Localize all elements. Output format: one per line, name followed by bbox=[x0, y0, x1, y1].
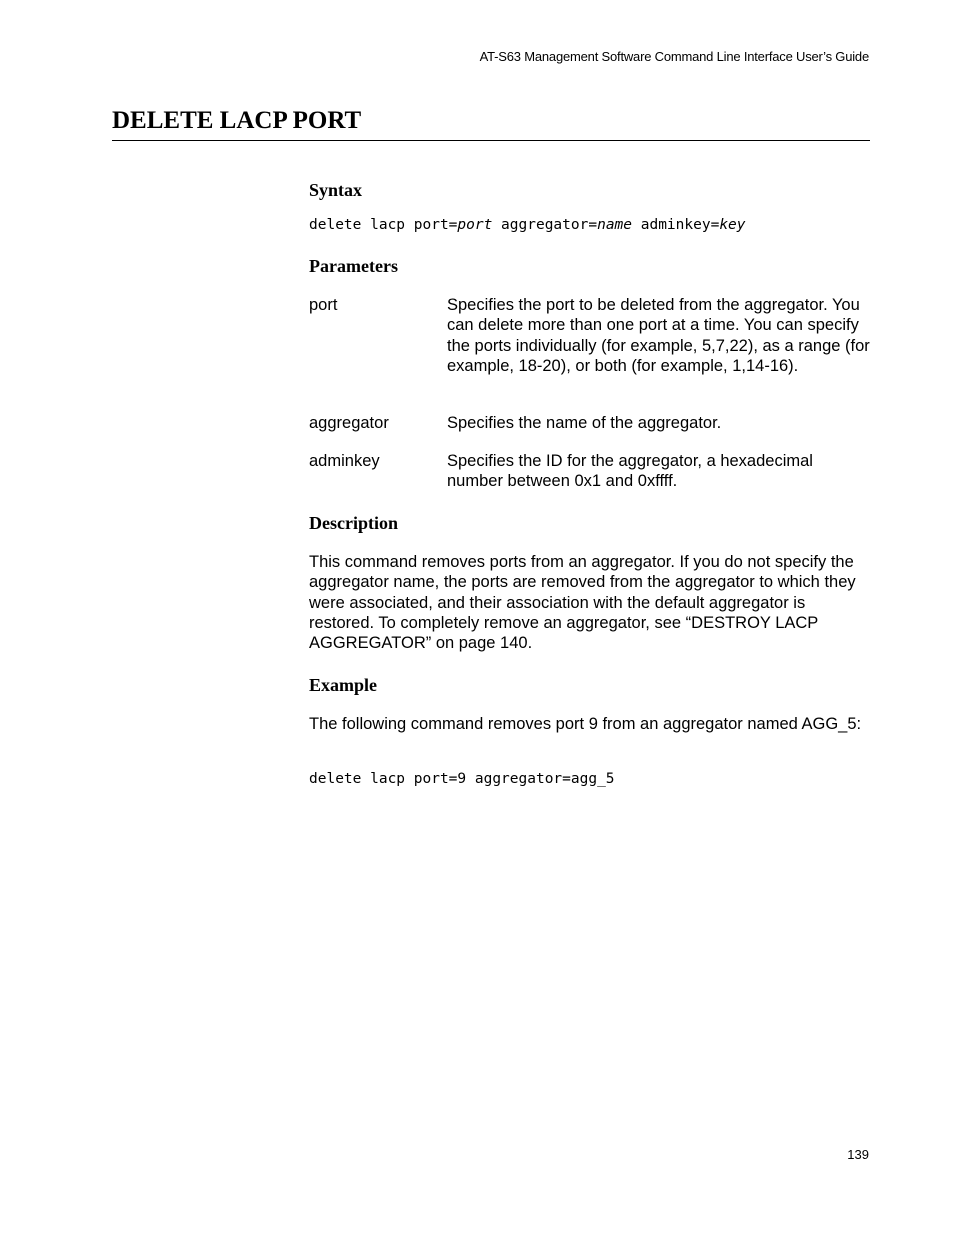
parameter-name: adminkey bbox=[309, 452, 380, 470]
page-number: 139 bbox=[847, 1147, 869, 1162]
syntax-placeholder: name bbox=[597, 217, 633, 233]
parameter-name: aggregator bbox=[309, 414, 389, 432]
syntax-placeholder: key bbox=[719, 217, 746, 233]
example-command: delete lacp port=9 aggregator=agg_5 bbox=[309, 771, 615, 787]
page-title: DELETE LACP PORT bbox=[112, 107, 362, 134]
parameter-description: Specifies the ID for the aggregator, a hexadecimal number between 0x1 and 0xffff. bbox=[447, 452, 813, 491]
parameter-description: Specifies the port to be deleted from the aggregator. You can delete more than one port at a time. You can specify the ports individually (for example, 5,7,22), as a range (for example, 18-20), or both (for example, 1,14-16). bbox=[447, 296, 870, 375]
parameter-description: Specifies the name of the aggregator. bbox=[447, 414, 722, 432]
description-text: This command removes ports from an aggregator. If you do not specify the aggregator name, the ports are removed from the aggregator to which they were associated, and their association with the default aggregator is restored. To completely remove an aggregator, see “DESTROY LACP AGGREGATOR” on page 140. bbox=[309, 553, 856, 653]
title-rule bbox=[112, 140, 870, 141]
description-heading: Description bbox=[309, 513, 398, 533]
parameters-heading: Parameters bbox=[309, 256, 398, 276]
syntax-heading: Syntax bbox=[309, 180, 363, 200]
syntax-text: delete lacp port= bbox=[309, 217, 458, 233]
syntax-text: adminkey= bbox=[632, 217, 720, 233]
syntax-text: aggregator= bbox=[492, 217, 598, 233]
example-text: The following command removes port 9 from an aggregator named AGG_5: bbox=[309, 715, 862, 733]
running-header: AT-S63 Management Software Command Line Interface User’s Guide bbox=[479, 49, 869, 64]
syntax-placeholder: port bbox=[457, 217, 493, 233]
parameter-name: port bbox=[309, 296, 338, 314]
syntax-command bbox=[309, 217, 746, 233]
example-heading: Example bbox=[309, 675, 378, 695]
